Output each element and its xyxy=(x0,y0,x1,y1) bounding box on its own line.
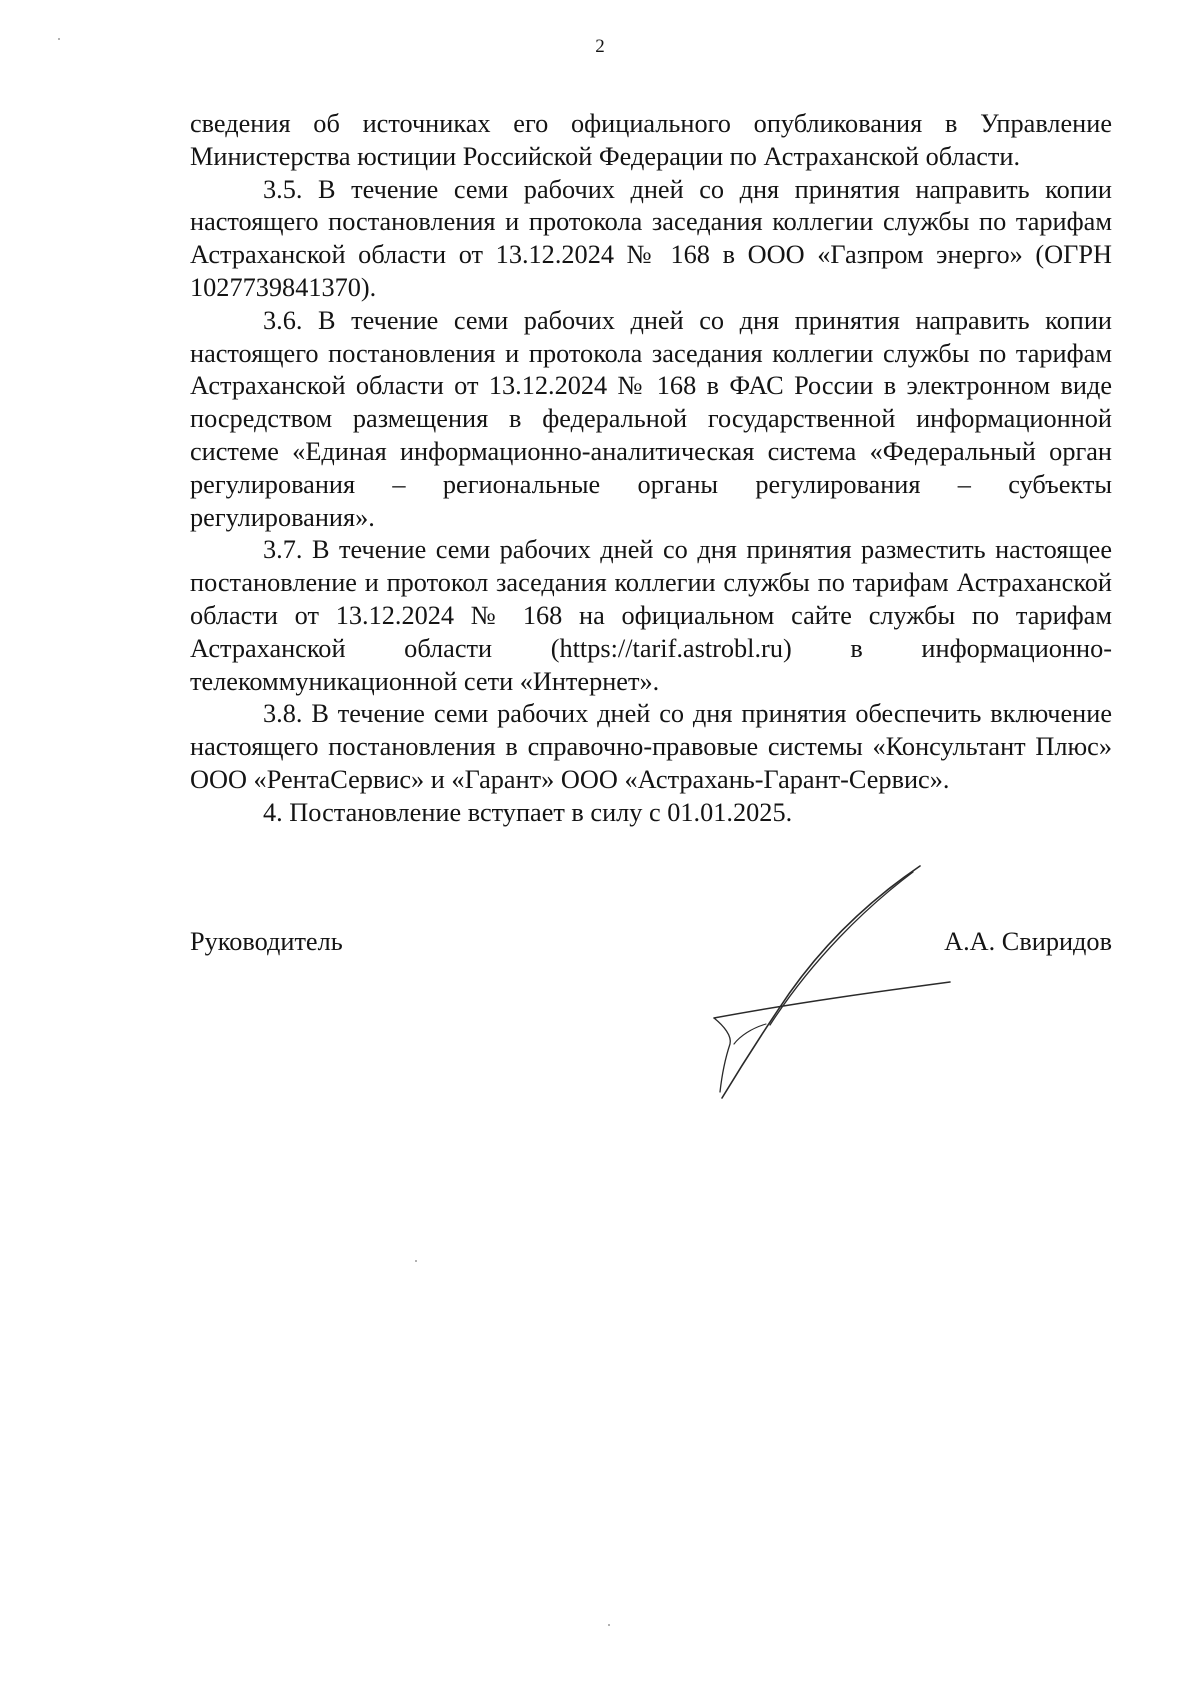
signer-title: Руководитель xyxy=(190,927,343,956)
paragraph-4: 4. Постановление вступает в силу с 01.01.2025. xyxy=(263,797,793,827)
signature-stroke-cross xyxy=(714,982,950,1018)
page-number: 2 xyxy=(595,36,605,57)
signature-stroke-tail xyxy=(734,1024,766,1044)
signature-stroke-hook xyxy=(714,1018,730,1092)
scan-speck xyxy=(415,1260,417,1262)
signer-name: А.А. Свиридов xyxy=(944,927,1112,956)
paragraph-3-6: 3.6. В течение семи рабочих дней со дня принятия направить копии настоящего постановления и протокола заседания коллегии службы по тарифам Астраханской области от 13.12.2024 № 168 в ФАС России в электронном виде посредством размещения в федеральной государственной информационной системе «Единая информационно-аналитическая система «Федеральный орган регулирования – региональные органы регулирования – субъекты регулирования». xyxy=(190,305,1112,532)
paragraph-continuation: сведения об источниках его официального опубликования в Управление Министерства юстиции Российской Федерации по Астраханской области. xyxy=(190,109,1112,171)
paragraph-3-5: 3.5. В течение семи рабочих дней со дня принятия направить копии настоящего постановления и протокола заседания коллегии службы по тарифам Астраханской области от 13.12.2024 № 168 в ООО «Газпром энерго» (ОГРН 1027739841370). xyxy=(190,174,1112,302)
signature-stroke-main xyxy=(722,866,920,1098)
document-body xyxy=(190,108,1112,830)
paragraph-3-8: 3.8. В течение семи рабочих дней со дня принятия обеспечить включение настоящего постановления в справочно-правовые системы «Консультант Плюс» ООО «РентаСервис» и «Гарант» ООО «Астрахань-Гарант-Сервис». xyxy=(190,699,1112,794)
scan-speck xyxy=(58,38,60,40)
paragraph-3-7: 3.7. В течение семи рабочих дней со дня принятия разместить настоящее постановление и протокол заседания коллегии службы по тарифам Астраханской области от 13.12.2024 № 168 на официальном сайте службы по тарифам Астраханской области (https://tarif.astrobl.ru) в информационно-телекоммуникационной сети «Интернет». xyxy=(190,535,1112,696)
signature-stroke-parallel xyxy=(770,872,913,1025)
scan-speck xyxy=(608,1624,610,1626)
handwritten-signature xyxy=(670,860,960,1100)
